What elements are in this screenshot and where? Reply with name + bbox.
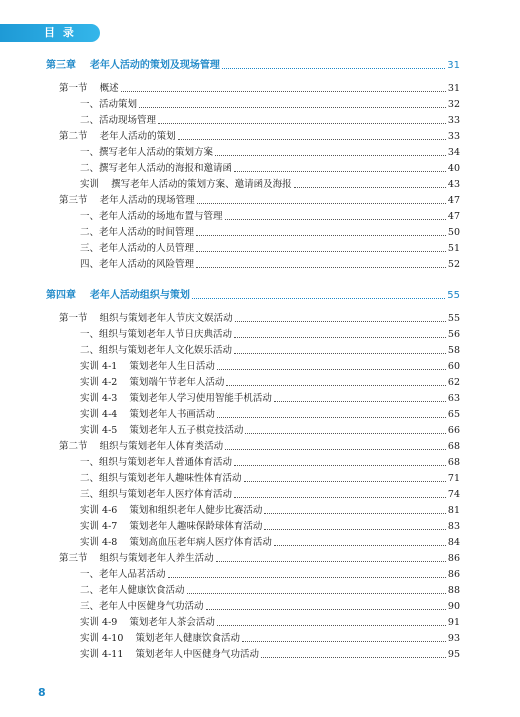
- toc-entry-page: 55: [447, 313, 460, 324]
- toc-entry-page: 40: [447, 163, 460, 174]
- toc-item-entry[interactable]: [0, 357, 520, 373]
- toc-entry-page: 81: [447, 505, 460, 516]
- toc-entry-page: 43: [447, 179, 460, 190]
- toc-entry-title: 实训 4-7 策划老年人趣味保龄球体育活动: [80, 521, 263, 532]
- dot-leader: [234, 171, 446, 172]
- dot-leader: [264, 529, 446, 530]
- toc-entry-title: 第一节 概述: [59, 83, 119, 94]
- dot-leader: [187, 593, 446, 594]
- toc-item-entry[interactable]: [0, 111, 520, 127]
- toc-entry-title: 二、活动现场管理: [80, 115, 157, 126]
- toc-entry-page: 84: [447, 537, 460, 548]
- toc-entry-page: 88: [447, 585, 460, 596]
- toc-chapter-entry[interactable]: [0, 286, 520, 302]
- toc-entry-page: 86: [447, 569, 460, 580]
- toc-entry-title: 实训 4-11 策划老年人中医健身气功活动: [80, 649, 259, 660]
- dot-leader: [217, 417, 446, 418]
- toc-item-entry[interactable]: [0, 159, 520, 175]
- toc-entry-page: 32: [447, 99, 460, 110]
- toc-entry-page: 58: [447, 345, 460, 356]
- toc-item-entry[interactable]: [0, 565, 520, 581]
- dot-leader: [274, 401, 446, 402]
- toc-entry-page: 55: [447, 290, 460, 301]
- dot-leader: [158, 123, 446, 124]
- dot-leader: [234, 353, 446, 354]
- toc-entry-page: 60: [447, 361, 460, 372]
- toc-entry-title: 实训 4-2 策划端午节老年人活动: [80, 377, 225, 388]
- toc-entry-title: 实训 4-4 策划老年人书画活动: [80, 409, 215, 420]
- dot-leader: [264, 513, 446, 514]
- toc-item-entry[interactable]: [0, 341, 520, 357]
- dot-leader: [121, 91, 446, 92]
- toc-entry-page: 31: [447, 83, 460, 94]
- toc-item-entry[interactable]: [0, 597, 520, 613]
- toc-entry-title: 一、老年人活动的场地布置与管理: [80, 211, 223, 222]
- toc-item-entry[interactable]: [0, 143, 520, 159]
- toc-entry-title: 实训 撰写老年人活动的策划方案、邀请函及海报: [80, 179, 292, 190]
- toc-entry-page: 47: [447, 195, 460, 206]
- dot-leader: [196, 267, 446, 268]
- dot-leader: [217, 369, 446, 370]
- toc-item-entry[interactable]: [0, 255, 520, 271]
- toc-entry-title: 二、老年人活动的时间管理: [80, 227, 195, 238]
- dot-leader: [226, 385, 446, 386]
- toc-section-entry[interactable]: [0, 309, 520, 325]
- toc-entry-title: 三、老年人活动的人员管理: [80, 243, 195, 254]
- toc-item-entry[interactable]: [0, 175, 520, 191]
- dot-leader: [196, 251, 446, 252]
- toc-item-entry[interactable]: [0, 629, 520, 645]
- toc-entry-page: 56: [447, 329, 460, 340]
- toc-section-entry[interactable]: [0, 549, 520, 565]
- toc-section-entry[interactable]: [0, 191, 520, 207]
- toc-item-entry[interactable]: [0, 485, 520, 501]
- toc-entry-title: 二、组织与策划老年人趣味性体育活动: [80, 473, 242, 484]
- dot-leader: [222, 68, 445, 69]
- toc-chapter-entry[interactable]: [0, 56, 520, 72]
- toc-entry-title: 三、组织与策划老年人医疗体育活动: [80, 489, 233, 500]
- toc-entry-page: 95: [447, 649, 460, 660]
- dot-leader: [206, 609, 446, 610]
- toc-entry-page: 86: [447, 553, 460, 564]
- toc-item-entry[interactable]: [0, 469, 520, 485]
- toc-entry-title: 第三章 老年人活动的策划及现场管理: [46, 60, 220, 71]
- toc-entry-title: 一、组织与策划老年人普通体育活动: [80, 457, 233, 468]
- toc-item-entry[interactable]: [0, 517, 520, 533]
- toc-entry-title: 第三节 组织与策划老年人养生活动: [59, 553, 214, 564]
- toc-entry-page: 71: [447, 473, 460, 484]
- toc-entry-title: 第一节 组织与策划老年人节庆文娱活动: [59, 313, 233, 324]
- toc-header-tab: 目 录: [0, 24, 100, 42]
- toc-entry-title: 三、老年人中医健身气功活动: [80, 601, 204, 612]
- toc-item-entry[interactable]: [0, 325, 520, 341]
- dot-leader: [234, 497, 446, 498]
- toc-entry-page: 91: [447, 617, 460, 628]
- toc-entry-title: 实训 4-1 策划老年人生日活动: [80, 361, 215, 372]
- toc-item-entry[interactable]: [0, 453, 520, 469]
- dot-leader: [192, 298, 445, 299]
- dot-leader: [168, 577, 446, 578]
- dot-leader: [225, 449, 446, 450]
- dot-leader: [178, 139, 446, 140]
- toc-item-entry[interactable]: [0, 389, 520, 405]
- toc-entry-page: 62: [447, 377, 460, 388]
- toc-entry-title: 实训 4-6 策划和组织老年人健步比赛活动: [80, 505, 263, 516]
- toc-item-entry[interactable]: [0, 613, 520, 629]
- toc-entry-title: 实训 4-3 策划老年人学习使用智能手机活动: [80, 393, 272, 404]
- dot-leader: [139, 107, 446, 108]
- page-number: 8: [38, 686, 46, 699]
- toc-entry-title: 第二节 老年人活动的策划: [59, 131, 176, 142]
- toc-item-entry[interactable]: [0, 421, 520, 437]
- toc-section-entry[interactable]: [0, 127, 520, 143]
- toc-entry-title: 二、组织与策划老年人文化娱乐活动: [80, 345, 233, 356]
- toc-entry-page: 90: [447, 601, 460, 612]
- dot-leader: [234, 337, 446, 338]
- toc-entry-title: 一、组织与策划老年人节日庆典活动: [80, 329, 233, 340]
- dot-leader: [196, 235, 446, 236]
- toc-entry-page: 47: [447, 211, 460, 222]
- dot-leader: [217, 625, 446, 626]
- toc-section-entry[interactable]: [0, 79, 520, 95]
- dot-leader: [216, 561, 446, 562]
- toc-entry-title: 四、老年人活动的风险管理: [80, 259, 195, 270]
- toc-entry-page: 68: [447, 457, 460, 468]
- toc-section-entry[interactable]: [0, 437, 520, 453]
- toc-entry-page: 93: [447, 633, 460, 644]
- dot-leader: [245, 433, 446, 434]
- toc-entry-title: 第四章 老年人活动组织与策划: [46, 290, 190, 301]
- dot-leader: [197, 203, 446, 204]
- toc-entry-title: 一、老年人品茗活动: [80, 569, 166, 580]
- toc-entry-page: 52: [447, 259, 460, 270]
- toc-item-entry[interactable]: [0, 207, 520, 223]
- toc-item-entry[interactable]: [0, 581, 520, 597]
- toc-entry-title: 第三节 老年人活动的现场管理: [59, 195, 195, 206]
- toc-entry-title: 实训 4-5 策划老年人五子棋竞技活动: [80, 425, 244, 436]
- dot-leader: [261, 657, 446, 658]
- toc-item-entry[interactable]: [0, 501, 520, 517]
- toc-entry-title: 第二节 组织与策划老年人体育类活动: [59, 441, 224, 452]
- toc-entry-page: 63: [447, 393, 460, 404]
- toc-entry-page: 31: [447, 60, 460, 71]
- toc-entry-title: 一、活动策划: [80, 99, 138, 110]
- toc-entry-page: 65: [447, 409, 460, 420]
- toc-item-entry[interactable]: [0, 223, 520, 239]
- dot-leader: [242, 641, 446, 642]
- dot-leader: [274, 545, 446, 546]
- toc-entry-page: 50: [447, 227, 460, 238]
- toc-item-entry[interactable]: [0, 533, 520, 549]
- dot-leader: [244, 481, 446, 482]
- toc-entry-page: 74: [447, 489, 460, 500]
- toc-entry-page: 66: [447, 425, 460, 436]
- dot-leader: [235, 321, 446, 322]
- toc-item-entry[interactable]: [0, 95, 520, 111]
- toc-entry-title: 实训 4-8 策划高血压老年病人医疗体育活动: [80, 537, 272, 548]
- dot-leader: [294, 187, 446, 188]
- toc-item-entry[interactable]: [0, 645, 520, 661]
- dot-leader: [234, 465, 446, 466]
- toc-entry-title: 实训 4-9 策划老年人茶会活动: [80, 617, 215, 628]
- toc-entry-title: 实训 4-10 策划老年人健康饮食活动: [80, 633, 240, 644]
- toc-entry-page: 33: [447, 131, 460, 142]
- toc-entry-page: 51: [447, 243, 460, 254]
- toc-entry-title: 二、撰写老年人活动的海报和邀请函: [80, 163, 233, 174]
- toc-item-entry[interactable]: [0, 405, 520, 421]
- toc-item-entry[interactable]: [0, 239, 520, 255]
- toc-item-entry[interactable]: [0, 373, 520, 389]
- toc-entry-page: 34: [447, 147, 460, 158]
- toc-entry-title: 一、撰写老年人活动的策划方案: [80, 147, 214, 158]
- toc-entry-page: 68: [447, 441, 460, 452]
- dot-leader: [225, 219, 446, 220]
- toc-entry-page: 83: [447, 521, 460, 532]
- toc-entry-title: 二、老年人健康饮食活动: [80, 585, 185, 596]
- toc-entry-page: 33: [447, 115, 460, 126]
- dot-leader: [215, 155, 446, 156]
